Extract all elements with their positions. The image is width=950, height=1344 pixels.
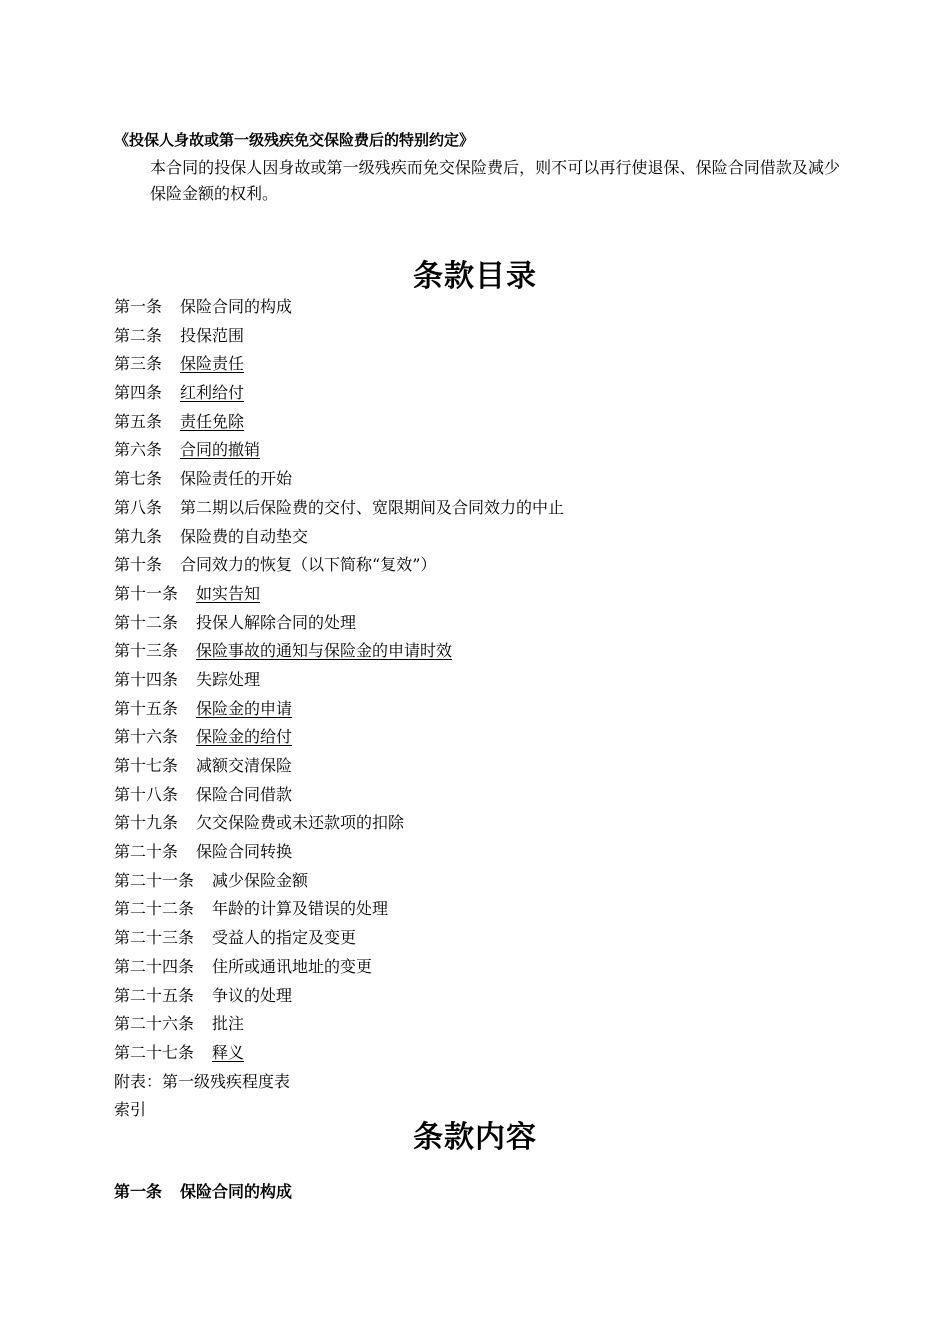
toc-item (114, 781, 564, 810)
toc-item-number: 第二十一条 (114, 870, 195, 890)
toc-heading: 条款目录 (413, 259, 537, 294)
toc-item-number: 第十四条 (114, 669, 179, 689)
toc-item (114, 609, 564, 638)
toc-item-number: 第二条 (114, 325, 163, 345)
toc-item-number: 第十七条 (114, 756, 179, 775)
toc-item-number: 第二十四条 (114, 956, 195, 976)
toc-item (114, 867, 564, 896)
toc-item-number: 第十五条 (114, 698, 179, 718)
toc-item (114, 752, 564, 781)
toc-item[interactable] (114, 695, 564, 724)
toc-item-title: 保险合同的构成 (180, 297, 293, 316)
article-heading (114, 1179, 292, 1205)
toc-item-number: 第七条 (114, 469, 163, 489)
special-agreement-title: 《投保人身故或第一级残疾免交保险费后的特别约定》 (114, 131, 475, 149)
toc-item (114, 494, 564, 523)
toc-item-link[interactable]: 保险金的给付 (196, 727, 293, 747)
toc-item-title: 合同效力的恢复（以下简称“复效”） (180, 555, 437, 575)
toc-item-number: 第三条 (114, 354, 163, 374)
toc-item-title: 减少保险金额 (212, 870, 309, 890)
article-title: 保险合同的构成 (180, 1182, 293, 1201)
article-number: 第一条 (114, 1182, 163, 1201)
toc-item (114, 895, 564, 924)
toc-item-number: 第二十条 (114, 842, 179, 862)
toc-item (114, 838, 564, 867)
toc-item (114, 809, 564, 838)
toc-item[interactable] (114, 580, 564, 609)
toc-item (114, 924, 564, 953)
toc-item-number: 第一条 (114, 297, 163, 316)
toc-item (114, 293, 564, 322)
toc-item-number: 第二十二条 (114, 899, 195, 919)
toc-item-link[interactable]: 如实告知 (196, 583, 261, 603)
toc-item-link[interactable]: 合同的撤销 (180, 440, 261, 460)
toc-item-title: 批注 (212, 1014, 245, 1034)
toc-item (114, 953, 564, 982)
toc-item (114, 982, 564, 1011)
toc-item-link[interactable]: 保险事故的通知与保险金的申请时效 (196, 641, 453, 661)
toc-item-number: 第二十七条 (114, 1042, 195, 1062)
toc-item-title: 附表：第一级残疾程度表 (114, 1071, 291, 1091)
toc-item (114, 1010, 564, 1039)
toc-item-title: 投保范围 (180, 325, 245, 345)
toc-item-number: 第十二条 (114, 612, 179, 632)
toc-item-title: 年龄的计算及错误的处理 (212, 899, 389, 919)
toc-item[interactable] (114, 408, 564, 437)
toc-item-number: 第十八条 (114, 784, 179, 804)
toc-item-title: 保险责任的开始 (180, 469, 293, 489)
toc-item[interactable] (114, 637, 564, 666)
toc-item (114, 1068, 564, 1097)
toc-item-link[interactable]: 保险责任 (180, 354, 245, 374)
toc-item-number: 第十三条 (114, 641, 179, 661)
table-of-contents (114, 293, 564, 1125)
toc-item[interactable] (114, 379, 564, 408)
toc-item-number: 第八条 (114, 497, 163, 517)
toc-item (114, 523, 564, 552)
toc-item-link[interactable]: 释义 (212, 1042, 245, 1062)
toc-item-number: 第二十五条 (114, 985, 195, 1005)
toc-item (114, 666, 564, 695)
toc-item-title: 保险费的自动垫交 (180, 526, 309, 546)
toc-item-link[interactable]: 红利给付 (180, 383, 245, 403)
special-agreement-body: 本合同的投保人因身故或第一级残疾而免交保险费后，则不可以再行使退保、保险合同借款及减少保险金额的权利。 (150, 158, 840, 203)
toc-item[interactable] (114, 1039, 564, 1068)
toc-item-title: 减额交清保险 (196, 756, 293, 775)
toc-item-title: 投保人解除合同的处理 (196, 612, 357, 632)
toc-item-link[interactable]: 保险金的申请 (196, 698, 293, 718)
toc-item-number: 第十九条 (114, 813, 179, 833)
toc-item (114, 322, 564, 351)
toc-item-title: 受益人的指定及变更 (212, 928, 357, 948)
toc-item[interactable] (114, 723, 564, 752)
toc-item-number: 第四条 (114, 383, 163, 403)
toc-item-title: 失踪处理 (196, 669, 261, 689)
toc-item[interactable] (114, 436, 564, 465)
toc-item-title: 争议的处理 (212, 985, 293, 1005)
toc-item[interactable] (114, 350, 564, 379)
toc-item-title: 第二期以后保险费的交付、宽限期间及合同效力的中止 (180, 497, 565, 517)
toc-item (114, 551, 564, 580)
toc-item-title: 保险合同转换 (196, 842, 293, 862)
toc-item-number: 第九条 (114, 526, 163, 546)
toc-item-link[interactable]: 责任免除 (180, 411, 245, 431)
content-heading: 条款内容 (413, 1120, 537, 1155)
toc-item-title: 索引 (114, 1100, 147, 1120)
toc-item-number: 第十六条 (114, 727, 179, 747)
toc-item-number: 第五条 (114, 411, 163, 431)
toc-item-number: 第十一条 (114, 583, 179, 603)
toc-item-title: 保险合同借款 (196, 784, 293, 804)
toc-item-number: 第十条 (114, 555, 163, 575)
toc-item-title: 住所或通讯地址的变更 (212, 956, 373, 976)
toc-item-number: 第二十六条 (114, 1014, 195, 1034)
toc-item-number: 第二十三条 (114, 928, 195, 948)
toc-item-title: 欠交保险费或未还款项的扣除 (196, 813, 405, 833)
toc-item-number: 第六条 (114, 440, 163, 460)
toc-item (114, 465, 564, 494)
